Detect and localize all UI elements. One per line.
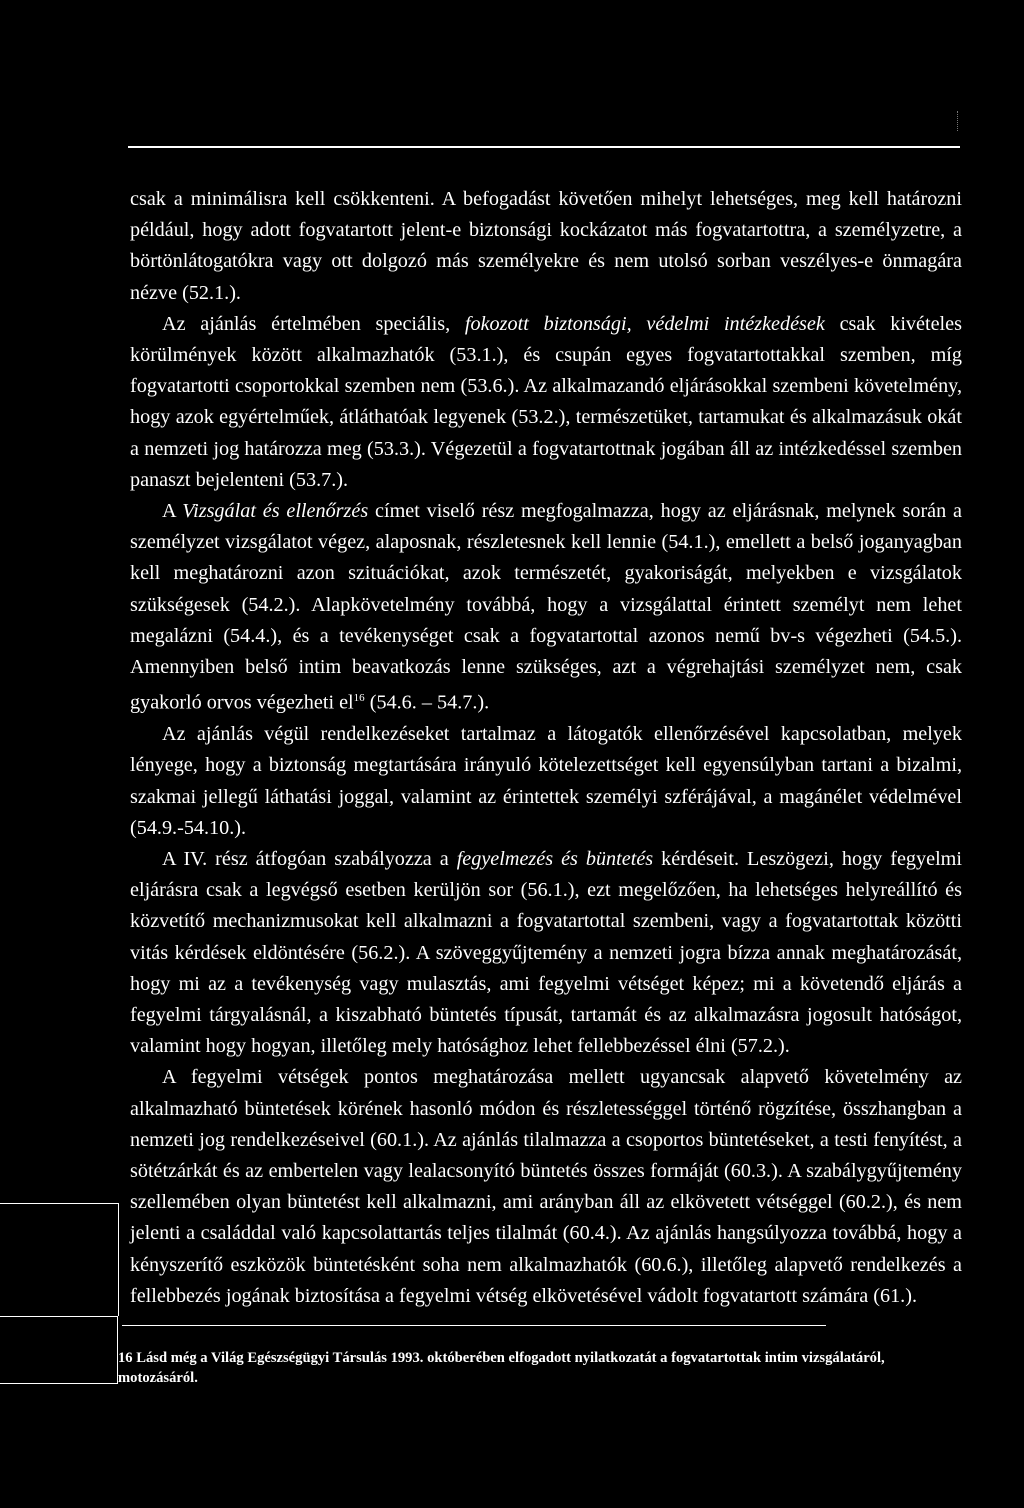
margin-rule (0, 1203, 118, 1204)
header-rule (128, 146, 960, 148)
paragraph-text: (54.6. – 54.7.). (364, 691, 490, 714)
margin-box (0, 1316, 118, 1384)
paragraph-3 (130, 496, 962, 719)
footnote-ref[interactable]: 16 (353, 692, 365, 705)
footnote-text: Lásd még a Világ Egészségügyi Társulás 1993. októberében elfogadott nyilatkozatát a fogvatartottak intim vizsgálatáról, motozásáról. (118, 1350, 885, 1386)
paragraph-4 (130, 719, 962, 844)
emphasis-text: fegyelmezés és büntetés (456, 848, 654, 870)
paragraph-text: csak kivételes körülmények között alkalmazhatók (53.1.), és csupán egyes fogvatartottakkal szemben, míg fogvatartotti csoportokkal szemben nem (53.6.). Az alkalmazandó eljárásokkal szembeni követelmény, hogy azok egyértelműek, átláthatóak legyenek (53.2.), természetüket, tartamukat és alkalmazásuk okát a nemzeti jog határozza meg (53.3.). Végezetül a fogvatartottnak jogában áll az intézkedéssel szemben panaszt bejelenteni (53.7.). (130, 312, 962, 491)
paragraph-text: kérdéseit. Leszögezi, hogy fegyelmi eljárásra csak a legvégső esetben kerüljön sor (56.1.), ezt megelőzően, ha lehetséges helyreállító és közvetítő mechanizmusokat kell alkalmazni a fogvatartottal szembeni, vagy a fogvatartottak közötti vitás kérdések eldöntésére (56.2.). A szöveggyűjtemény a nemzeti jogra bízza annak meghatározását, hogy mi az a tevékenység vagy mulasztás, ami fegyelmi vétséget képez; mi a követendő eljárás a fegyelmi tárgyalásnál, a kiszabható büntetés típusát, tartamát és az alkalmazásra jogosult hatóságot, valamint hogy hogyan, illetőleg mely hatósághoz lehet fellebbezéssel élni (57.2.). (130, 848, 962, 1058)
margin-rule-vertical (118, 1203, 119, 1316)
paragraph-text: Az ajánlás értelmében speciális, (162, 312, 465, 335)
paragraph-5 (130, 844, 962, 1062)
paragraph-text: A (162, 500, 183, 523)
paragraph-2 (130, 309, 962, 496)
decorative-tick (957, 111, 959, 131)
footnote (118, 1348, 958, 1388)
emphasis-text: Vizsgálat és ellenőrzés (182, 500, 369, 523)
paragraph-text: csak a minimálisra kell csökkenteni. A befogadást követően mihelyt lehetséges, meg kell határozni például, hogy adott fogvatartott jelent-e biztonsági kockázatot más fogvatartottra, a személyzetre, a börtönlátogatókra vagy ott dolgozó más személyekre és nem utolsó sorban veszélyes-e önmagára nézve (52.1.). (130, 188, 962, 304)
emphasis-text: fokozott biztonsági, védelmi intézkedések (464, 312, 825, 335)
paragraph-text: A IV. rész átfogóan szabályozza a (162, 848, 457, 870)
main-text (130, 184, 962, 1312)
paragraph-text: címet viselő rész megfogalmazza, hogy az eljárásnak, melynek során a személyzet vizsgálatot végez, alaposnak, részletesnek kell lennie (54.1.), emellett a belső joganyagban kell meghatározni azon szituációkat, azok természetét, gyakoriságát, melyekben e vizsgálatok szükségesek (54.2.). Alapkövetelmény továbbá, hogy a vizsgálattal érintett személyt nem lehet megalázni (54.4.), és a tevékenységet csak a fogvatartottal azonos nemű bv-s végezheti (54.5.). Amennyiben belső intim beavatkozás lenne szükséges, azt a végrehajtási személyzet nem, csak gyakorló orvos végezheti el (130, 500, 962, 714)
paragraph-1 (130, 184, 962, 309)
footnote-rule (122, 1325, 826, 1326)
footnote-number: 16 (118, 1350, 133, 1366)
paragraph-text: Az ajánlás végül rendelkezéseket tartalmaz a látogatók ellenőrzésével kapcsolatban, melyek lényege, hogy a biztonság megtartására irányuló kötelezettséget kell egyensúlyban tartani a bizalmi, szakmai jellegű láthatási joggal, valamint az érintettek személyi szférájával, a magánélet védelmével (54.9.-54.10.). (130, 723, 962, 839)
paragraph-text: A fegyelmi vétségek pontos meghatározása mellett ugyancsak alapvető követelmény az alkalmazható büntetések körének hasonló módon és részletességgel történő rögzítése, összhangban a nemzeti jog rendelkezéseivel (60.1.). Az ajánlás tilalmazza a csoportos büntetéseket, a testi fenyítést, a sötétzárkát és az embertelen vagy lealacsonyító büntetés összes formáját (60.3.). A szabálygyűjtemény szellemében olyan büntetést kell alkalmazni, ami arányban áll az elkövetett vétséggel (60.2.), és nem jelenti a családdal való kapcsolattartás teljes tilalmát (60.4.). Az ajánlás hangsúlyozza továbbá, hogy a kényszerítő eszközök büntetésként soha nem alkalmazhatók (60.6.), illetőleg alapvető rendelkezés a fellebbezés jogának biztosítása a fegyelmi vétség elkövetésével vádolt fogvatartott számára (61.). (130, 1066, 962, 1307)
paragraph-6 (130, 1062, 962, 1312)
